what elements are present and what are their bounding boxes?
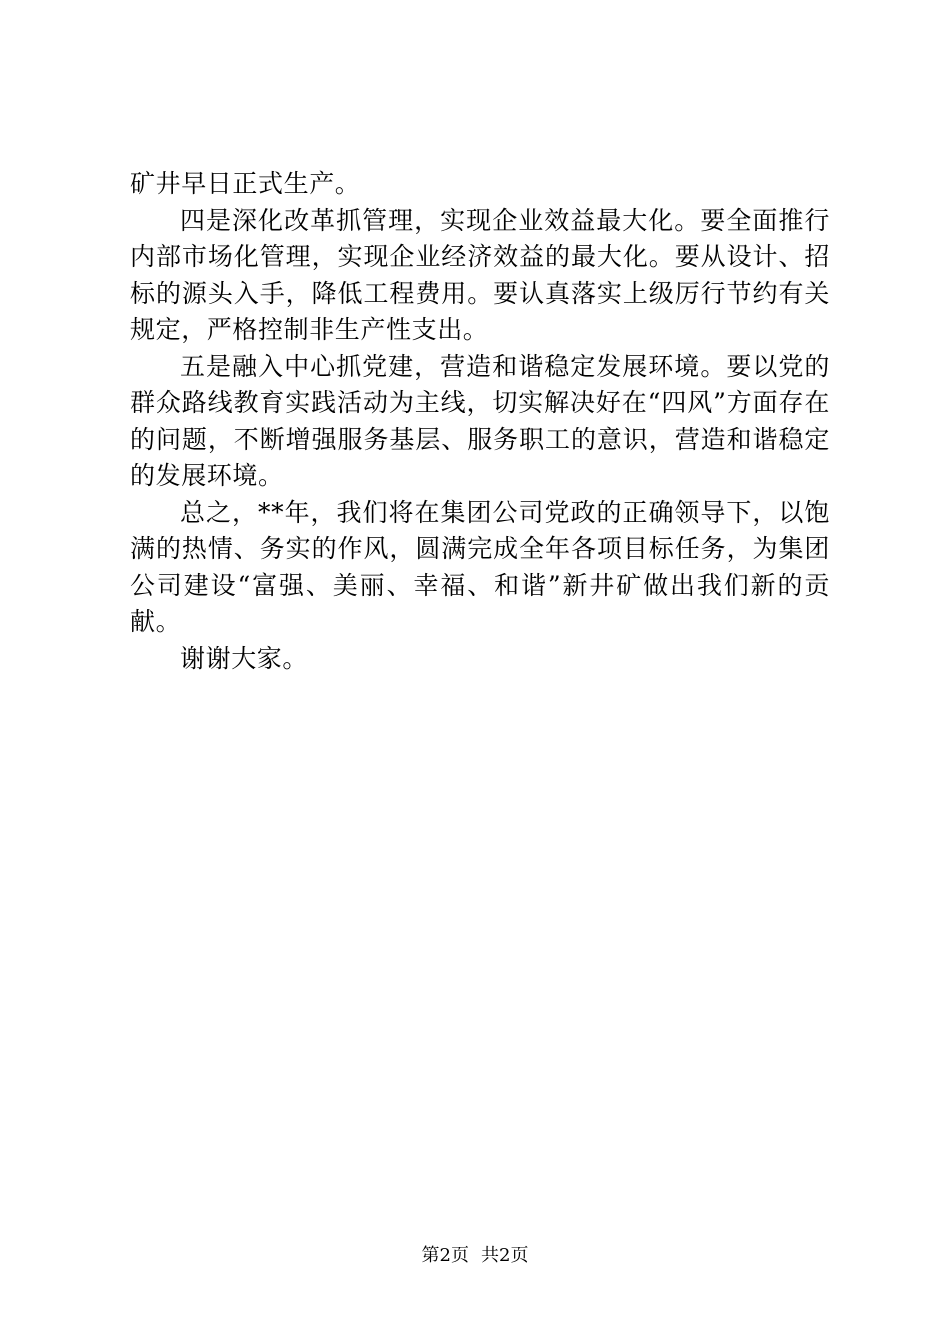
paragraph-4: 总之，**年，我们将在集团公司党政的正确领导下，以饱满的热情、务实的作风，圆满完成全年各项目标任务，为集团公司建设“富强、美丽、幸福、和谐”新井矿做出我们新的贡献。 [130,497,830,636]
paragraph-3: 五是融入中心抓党建，营造和谐稳定发展环境。要以党的群众路线教育实践活动为主线，切实解决好在“四风”方面存在的问题，不断增强服务基层、服务职工的意识，营造和谐稳定的发展环境。 [130,351,830,490]
page-footer [0,1244,950,1268]
paragraph-2: 四是深化改革抓管理，实现企业效益最大化。要全面推行内部市场化管理，实现企业经济效益的最大化。要从设计、招标的源头入手，降低工程费用。要认真落实上级厉行节约有关规定，严格控制非生产性支出。 [130,205,830,344]
page-number-total: 共2页 [481,1245,529,1266]
paragraph-5: 谢谢大家。 [180,643,309,673]
document-body [130,166,830,677]
paragraph-1: 矿井早日正式生产。 [130,169,361,198]
page-number-current: 第2页 [421,1245,469,1266]
